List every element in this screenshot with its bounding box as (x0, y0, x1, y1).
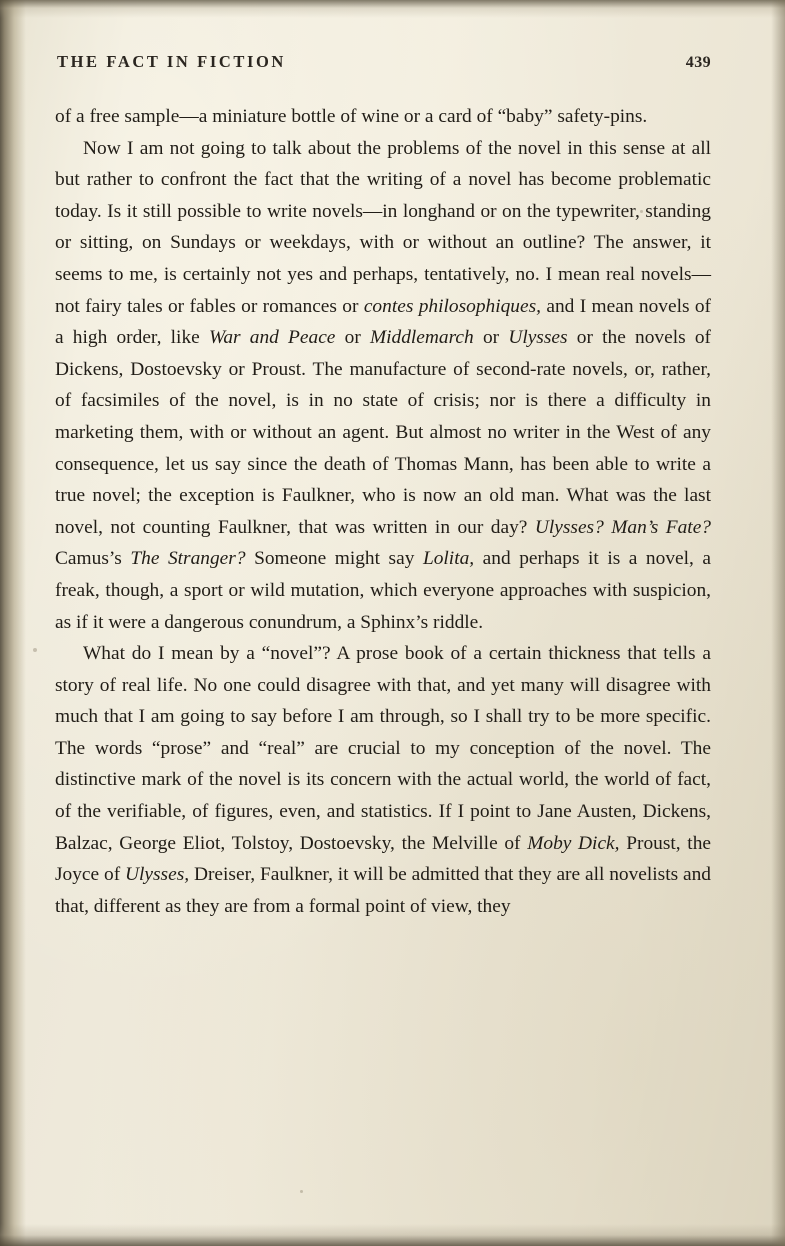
paper-speck (300, 1190, 303, 1193)
paragraph: What do I mean by a “novel”? A prose book of a certain thickness that tells a story of real life. No one could disagree with that, and yet many will disagree with much that I am going to say before I am through, so I shall try to be more specific. The words “prose” and “real” are crucial to my conception of the novel. The distinctive mark of the novel is its concern with the actual world, the world of fact, of the verifiable, of figures, even, and statistics. If I point to Jane Austen, Dickens, Balzac, George Eliot, Tolstoy, Dostoevsky, the Melville of Moby Dick, Proust, the Joyce of Ulysses, Dreiser, Faulkner, it will be admitted that they are all novelists and that, different as they are from a formal point of view, they (55, 643, 712, 917)
paper-speck (33, 648, 37, 652)
paragraph: of a free sample—a miniature bottle of wine or a card of “baby” safety-pins. (55, 106, 648, 127)
page-top-edge-shadow (0, 0, 785, 18)
paragraph: Now I am not going to talk about the problems of the novel in this sense at all but rather to confront the fact that the writing of a novel has become problematic today. Is it still possible to write novels—in longhand or on the typewriter, standing or sitting, on Sundays or weekdays, with or without an outline? The answer, it seems to me, is certainly not yes and perhaps, tentatively, no. I mean real novels—not fairy tales or fables or romances or contes philosophiques, and I mean novels of a high order, like War and Peace or Middlemarch or Ulysses or the novels of Dickens, Dostoevsky or Proust. The manufacture of second-rate novels, or, rather, of facsimiles of the novel, is in no state of crisis; nor is there a difficulty in marketing them, with or without an agent. But almost no writer in the West of any consequence, let us say since the death of Thomas Mann, has been able to write a true novel; the exception is Faulkner, who is now an old man. What was the last novel, not counting Faulkner, that was written in our day? Ulysses? Man’s Fate? Camus’s The Stranger? Someone might say Lolita, and perhaps it is a novel, a freak, though, a sport or wild mutation, which everyone approaches with suspicion, as if it were a dangerous conundrum, a Sphinx’s riddle. (55, 137, 712, 633)
body-text (55, 101, 711, 922)
running-head (55, 52, 711, 72)
page-left-edge-shadow (0, 0, 26, 1246)
page-number: 439 (685, 54, 711, 71)
page-bottom-edge-shadow (0, 1224, 785, 1246)
page-content (55, 52, 711, 922)
page-title: THE FACT IN FICTION (57, 52, 286, 71)
page-right-edge-shadow (771, 0, 785, 1246)
